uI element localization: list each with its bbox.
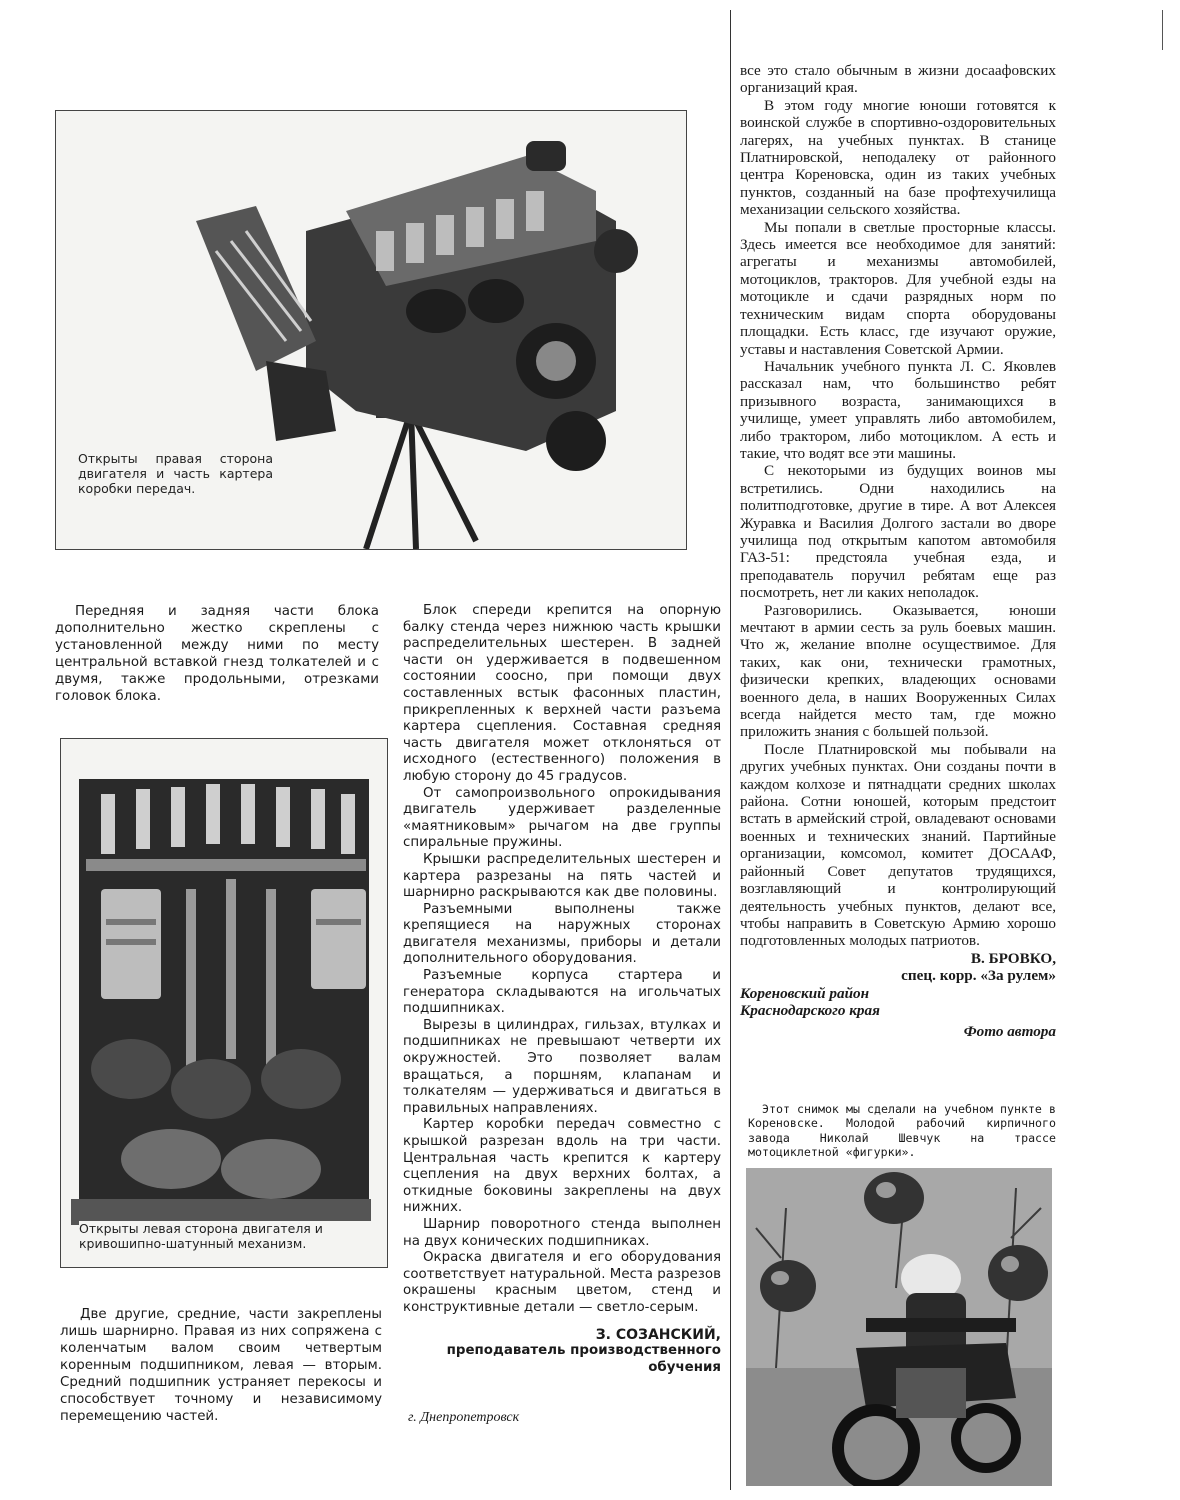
- crop-mark: [1162, 10, 1163, 50]
- photo-engine-left-caption: Открыты левая сторона двигателя и кривошипно-шатунный механизм.: [79, 1221, 379, 1251]
- middle-paragraph-4: Разъемными выполнены также крепящиеся на наружных сторонах двигателя механизмы, приборы и детали дополнительного оборудования.: [403, 901, 721, 967]
- right-place-1: Кореновский район: [740, 984, 870, 1002]
- engine-left-illustration: [61, 739, 387, 1267]
- left-text-block-2: [60, 1306, 382, 1425]
- right-photo-credit: Фото автора: [963, 1023, 1056, 1041]
- middle-author-title: преподаватель производственного обучения: [446, 1343, 721, 1375]
- middle-paragraph-2: От самопроизвольного опрокидывания двигатель удерживает разделенные «маятниковым» рычагом на две группы спиральные пружины.: [403, 785, 721, 851]
- right-paragraph-5: С некоторыми из будущих воинов мы встретились. Одни находились на политподготовке, другие в тире. А вот Алексея Журавка и Василия Долгого застали во дворе училища под открытым капотом автомобиля ГАЗ-51: предстояла учебная езда, и преподаватель поручил ребятам еще раз посмотреть, нет ли каких неполадок.: [740, 462, 1056, 602]
- right-paragraph-2: В этом году многие юноши готовятся к воинской службе в спортивно-оздоровительных лагерях, на учебных пунктах. В станице Платнировской, неподалеку от районного центра Кореновска, один из таких учебных пунктов, созданный на базе профтехучилища механизации сельского хозяйства.: [740, 96, 1056, 219]
- photo-moto: [746, 1168, 1052, 1486]
- right-paragraph-1: все это стало обычным в жизни досаафовских организаций края.: [740, 62, 1056, 97]
- left-paragraph-1: Передняя и задняя части блока дополнительно жестко скреплены с установленной между ними по месту центральной вставкой гнезд толкателей и с двумя, также продольными, отрезками головок блока.: [55, 604, 379, 704]
- middle-paragraph-6: Вырезы в цилиндрах, гильзах, втулках и подшипниках не превышают четверти их окружностей. Это позволяет валам вращаться, а поршням, клапанам и толкателям — удерживаться и двигаться в правильных направлениях.: [403, 1017, 721, 1116]
- middle-author: З. СОЗАНСКИЙ,: [595, 1326, 721, 1343]
- right-paragraph-4: Начальник учебного пункта Л. С. Яковлев рассказал нам, что большинство ребят призывного возраста, занимающихся в училище, умеет управлять либо автомобилем, либо трактором, либо мотоциклом. А есть и такие, что водят все эти машины.: [740, 357, 1056, 462]
- middle-paragraph-3: Крышки распределительных шестерен и картера разрезаны на пять частей и шарнирно раскрываются как две половины.: [403, 851, 721, 901]
- middle-paragraph-1: Блок спереди крепится на опорную балку стенда через нижнюю часть крышки распределительных шестерен. В задней части он удерживается в подвешенном состоянии соосно, при помощи двух составленных встык фасонных пластин, прикрепленных к верхней части разъема картера сцепления. Составная средняя часть двигателя может отклоняться от исходного (естественного) положения в любую сторону до 45 градусов.: [403, 603, 721, 784]
- motorcycle-illustration: [746, 1168, 1052, 1486]
- right-paragraph-6: Разговорились. Оказывается, юноши мечтают в армии сесть за руль боевых машин. Что ж, желание вполне осуществимое. Для таких, как они, технически грамотных, физически крепких, владеющих основами военного дела, в наших Вооруженных Силах всегда найдется место там, где можно приложить знания с большей пользой.: [740, 601, 1056, 741]
- column-divider: [730, 10, 731, 1490]
- left-paragraph-2: Две другие, средние, части закреплены лишь шарнирно. Правая из них сопряжена с коленчатым валом своим четвертым коренным подшипником, левая — вторым. Средний подшипник устраняет перекосы и способствует точному и независимому перемещению частей.: [60, 1307, 382, 1424]
- right-paragraph-7: После Платнировской мы побывали на других учебных пунктах. Они созданы почти в каждом колхозе и пятнадцати средних школах района. Сотни юношей, которым предстоит встать в армейский строй, овладевают основами военных и технических знаний. Партийные организации, комсомол, комитет ДОСААФ, районный Совет депутатов трудящихся, возглавляющий и контролирующий деятельность учебных пунктов, делают все, чтобы направить в Советскую Армию хорошо подготовленных молодых патриотов.: [740, 740, 1056, 950]
- middle-paragraph-5: Разъемные корпуса стартера и генератора складываются на игольчатых подшипниках.: [403, 968, 721, 1017]
- right-column: [740, 62, 1056, 1041]
- photo-moto-caption: Этот снимок мы сделали на учебном пункте в Кореновске. Молодой рабочий кирпичного завода Николай Шевчук на трассе мотоциклетной «фигурки».: [748, 1102, 1056, 1160]
- middle-paragraph-8: Шарнир поворотного стенда выполнен на двух конических подшипниках.: [403, 1216, 721, 1249]
- photo-engine-right-caption: Открыты правая сторона двигателя и часть картера коробки передач.: [78, 451, 273, 496]
- middle-paragraph-7: Картер коробки передач совместно с крышкой разрезан вдоль на три части. Центральная часть крепится к картеру сцепления на двух верхних болтах, а откидные боковины закреплены на двух нижних.: [403, 1117, 721, 1216]
- right-author: В. БРОВКО,: [970, 949, 1056, 967]
- right-paragraph-3: Мы попали в светлые просторные классы. Здесь имеется все необходимое для занятий: агрегаты и механизмы автомобилей, мотоциклов, тракторов. Для учебной езды на мотоцикле и сдачи разрядных норм по техническим видам спорта оборудованы площадки. Есть класс, где изучают оружие, уставы и наставления Советской Армии.: [740, 218, 1056, 358]
- middle-paragraph-9: Окраска двигателя и его оборудования соответствует натуральной. Места разрезов окрашены красным цветом, стенд и конструктивные детали — светло-серым.: [403, 1250, 721, 1315]
- left-text-block-1: [55, 603, 379, 705]
- middle-city: г. Днепропетровск: [408, 1410, 520, 1425]
- right-place-2: Краснодарского края: [740, 1001, 880, 1019]
- middle-column: [403, 603, 721, 1376]
- right-author-title: спец. корр. «За рулем»: [901, 967, 1056, 985]
- photo-engine-left: [60, 738, 388, 1268]
- photo-engine-right: [55, 110, 687, 550]
